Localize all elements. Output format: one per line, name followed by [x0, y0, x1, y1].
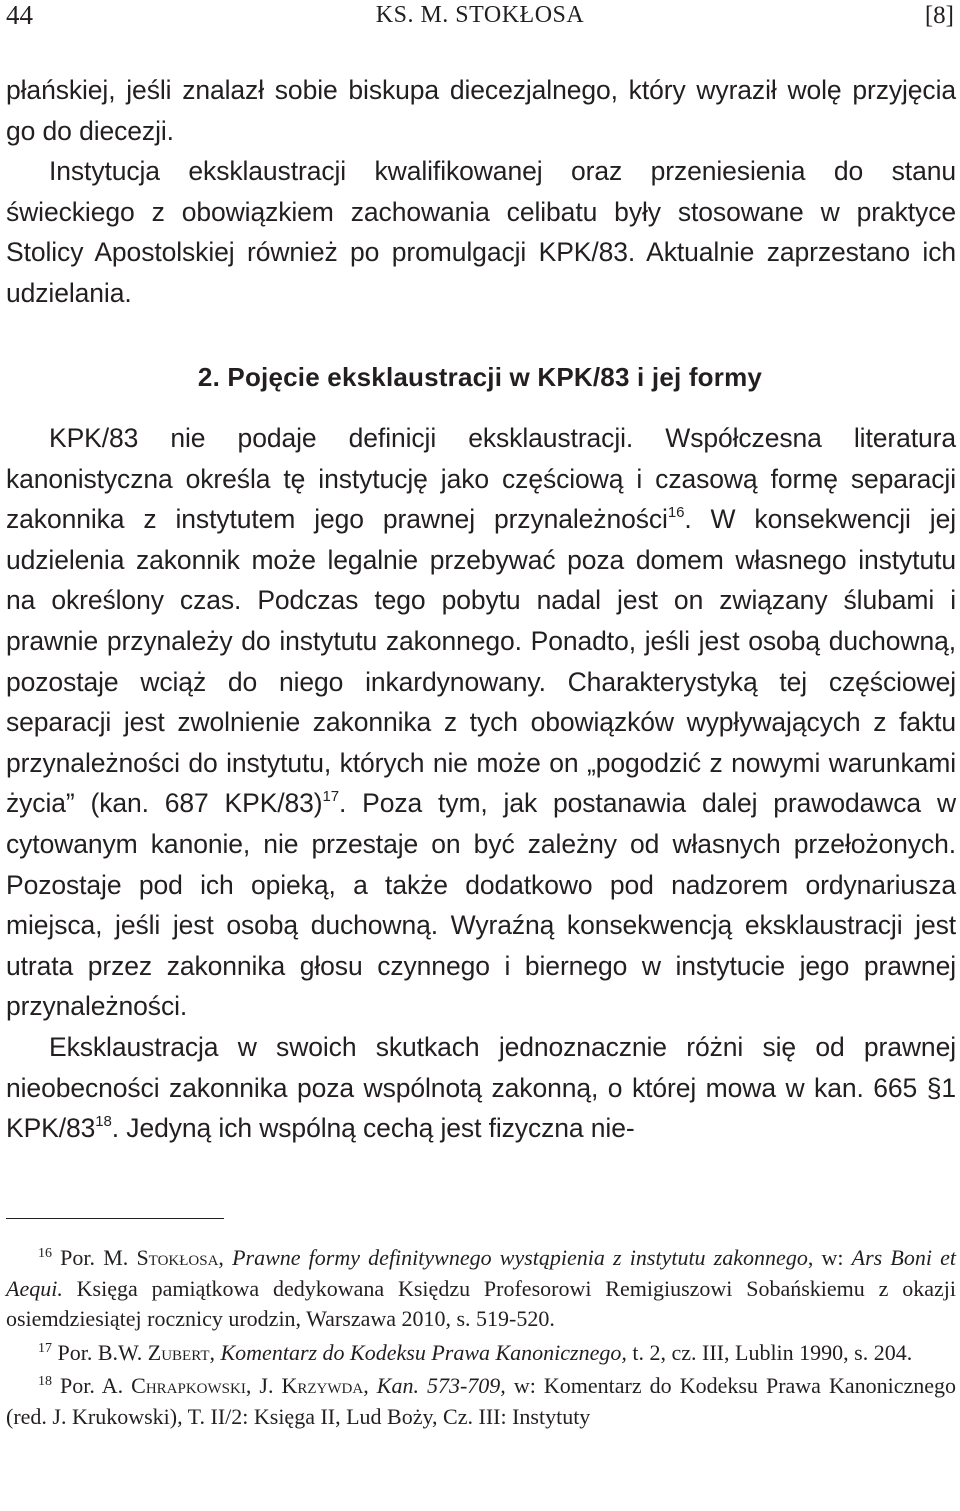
footnote-text: , J.: [245, 1373, 282, 1398]
page-number: 44: [6, 0, 33, 30]
footnote-title: Kan. 573-709,: [376, 1373, 506, 1398]
footnote: [6, 1243, 956, 1335]
footnote-text: ,: [218, 1245, 233, 1270]
footnote-text: Por. A.: [60, 1373, 132, 1398]
footnote-ref[interactable]: 17: [322, 788, 340, 806]
section-mark: [8]: [924, 2, 954, 29]
footnote-number: 18: [38, 1374, 52, 1389]
footnote-number: 17: [38, 1340, 52, 1356]
footnote-title: Prawne formy definitywnego wystąpienia z instytutu zakonnego: [232, 1245, 808, 1270]
footnote-text: w: Komentarz do Kodeksu Prawa Kanonicznego (red. J. Krukowski), T. II/2: Księga II, Lud Boży, Cz. III: Instytuty: [6, 1373, 957, 1429]
footnote-title: Komentarz do Kodeksu Prawa Kanonicznego,: [220, 1339, 627, 1365]
footnote-number: 16: [38, 1246, 52, 1261]
page-header: [0, 0, 960, 40]
footnote-author: Krzywda: [281, 1373, 364, 1398]
paragraph-text: . Poza tym, jak postanawia dalej prawodawca w cytowanym kanonie, nie przestaje on być zależny od własnych przełożonych. Pozostaje pod ich opieką, a także dodatkowo pod nadzorem ordynariusza miejsca, jeśli jest osobą duchowną. Wyraźną konsekwencją eksklaustracji jest utrata przez zakonnika głosu czynnego i biernego w instytucie jego prawnej przynależności.: [6, 788, 956, 1022]
footnote-ref[interactable]: 18: [95, 1113, 112, 1131]
paragraph-continued: płańskiej, jeśli znalazł sobie biskupa diecezjalnego, który wyraził wolę przyjęcia go do diecezji.: [6, 75, 956, 146]
paragraph-text: KPK/83 nie podaje definicji eksklaustracji. Współczesna literatura kanonistyczna określa tę instytucję jako częściową i czasową formę separacji zakonnika z instytutem jego prawnej przynależności: [6, 423, 956, 535]
footnote-text: Por. B.W.: [57, 1339, 148, 1365]
footnote-author: Stokłosa: [136, 1245, 219, 1270]
paragraph-text: . Jedyną ich wspólną cechą jest fizyczna nie-: [111, 1113, 635, 1144]
footnote: [6, 1338, 956, 1369]
footnote-source: Ars Boni et Aequi.: [6, 1245, 957, 1301]
intro-text: [6, 70, 956, 314]
paragraph: [6, 418, 956, 1027]
footnote-separator: [6, 1218, 224, 1219]
section-body: [6, 418, 956, 1149]
paragraph-text: Eksklaustracja w swoich skutkach jednoznacznie różni się od prawnej nieobecności zakonnika poza wspólnotą zakonną, o której mowa w kan. 665 §1 KPK/83: [6, 1031, 956, 1144]
footnote-text: Księga pamiątkowa dedykowana Księdzu Profesorowi Remigiuszowi Sobańskiemu z okazji osiemdziesiątej rocznicy urodzin, Warszawa 2010, s. 519-520.: [6, 1275, 956, 1331]
footnote-text: t. 2, cz. III, Lublin 1990, s. 204.: [626, 1339, 913, 1365]
section-heading: 2. Pojęcie eksklaustracji w KPK/83 i jej formy: [197, 362, 763, 392]
running-head: KS. M. STOKŁOSA: [375, 2, 585, 28]
footnote: [6, 1371, 956, 1432]
footnote-author: Zubert: [147, 1339, 210, 1365]
paragraph-text: . W konsekwencji jej udzielenia zakonnik może legalnie przebywać poza domem własnego instytutu na określony czas. Podczas tego pobytu nadal jest on związany ślubami i prawnie przynależy do instytutu zakonnego. Ponadto, jeśli jest osobą duchowną, pozostaje wciąż do niego inkardynowany. Charakterystyką tej częściowej separacji jest zwolnienie zakonnika z tych obowiązków wypływających z faktu przynależności do instytutu, których nie może on „pogodzić z nowymi warunkami życia” (kan. 687 KPK/83): [6, 504, 956, 819]
paragraph: [6, 1027, 956, 1149]
footnote-author: Chrapkowski: [131, 1373, 246, 1398]
footnote-text: ,: [363, 1373, 377, 1398]
footnote-text: ,: [209, 1339, 221, 1365]
footnote-text: , w:: [807, 1245, 852, 1270]
footnote-text: Por. M.: [60, 1245, 137, 1270]
footnotes: [6, 1243, 956, 1435]
footnote-ref[interactable]: 16: [667, 504, 685, 522]
paragraph: Instytucja eksklaustracji kwalifikowanej oraz przeniesienia do stanu świeckiego z obowiązkiem zachowania celibatu były stosowane w praktyce Stolicy Apostolskiej również po promulgacji KPK/83. Aktualnie zaprzestano ich udzielania.: [6, 156, 956, 308]
